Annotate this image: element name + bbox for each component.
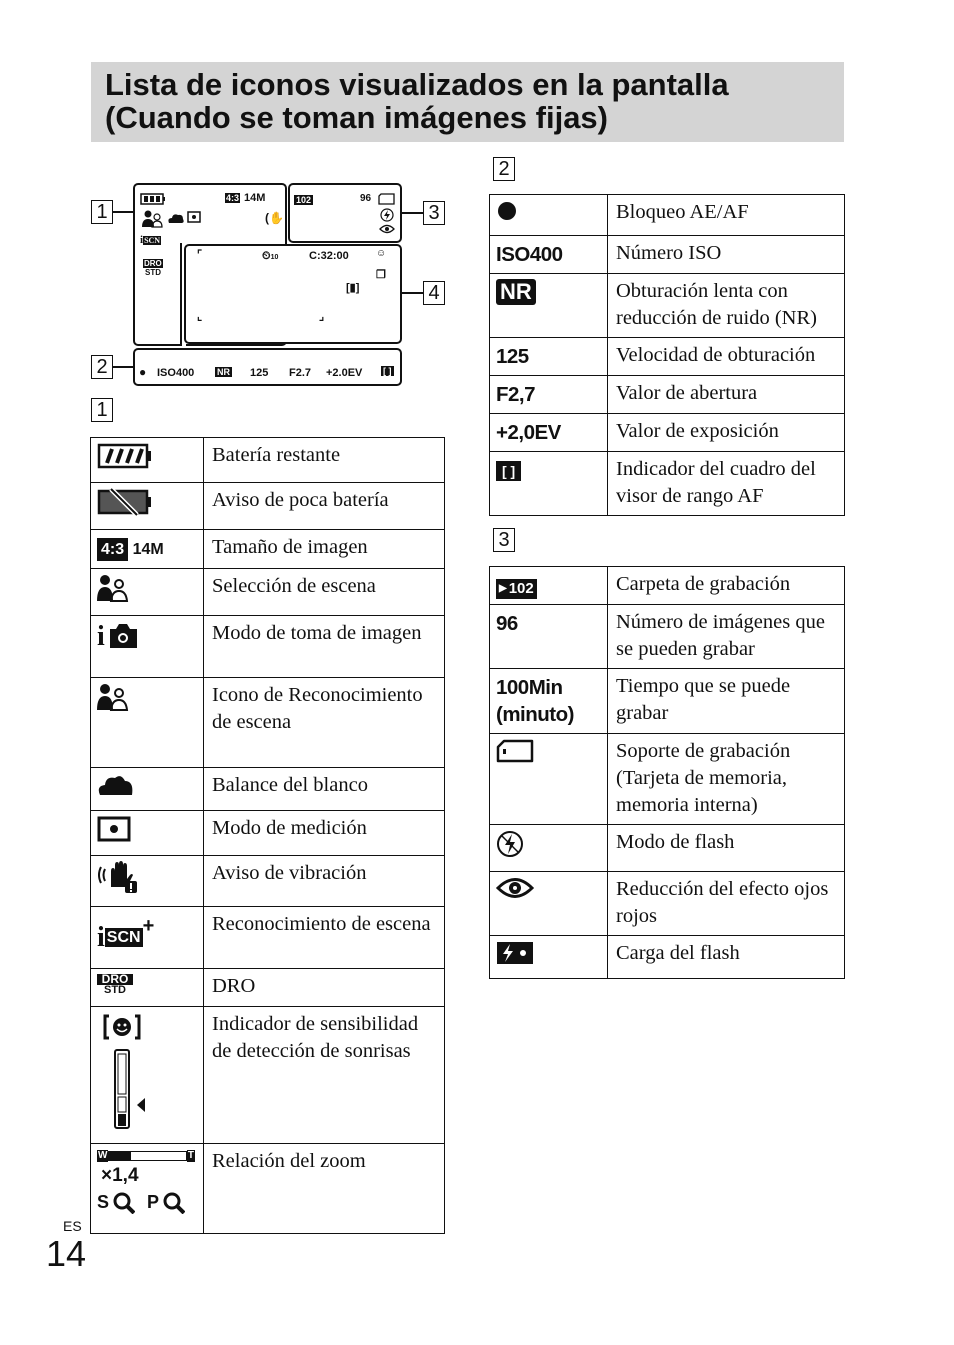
table-row: [91, 907, 445, 969]
row-text: Velocidad de obturación: [608, 338, 845, 376]
recording-folder-icon: ▶ 102: [496, 579, 537, 599]
table-row: [490, 567, 845, 605]
diagram-corner-br: ⌟: [319, 311, 325, 323]
table-section-2: [489, 194, 845, 516]
diagram-vibration-icon: (✋: [265, 211, 284, 225]
row-text: Número ISO: [608, 236, 845, 274]
label-2: 2: [91, 355, 113, 379]
diagram-std: STD: [145, 268, 161, 277]
label-4: 4: [423, 281, 445, 305]
row-text: Obturación lenta con reducción de ruido (NR): [608, 274, 845, 338]
table-row: [490, 274, 845, 338]
lcd-area-4: [184, 244, 402, 344]
table-row: [490, 376, 845, 414]
row-text: Aviso de vibración: [204, 856, 445, 907]
row-text: Aviso de poca batería: [204, 483, 445, 530]
table-row: [91, 1144, 445, 1234]
table2-label: 2: [493, 157, 515, 181]
aperture-value: F2,7: [490, 376, 608, 414]
leader-4: [402, 292, 423, 294]
vibration-warning-icon: [97, 861, 141, 893]
page-number: 14: [46, 1233, 87, 1274]
diagram-metering-icon: [187, 211, 201, 223]
label-1: 1: [91, 200, 113, 224]
diagram-count: 96: [360, 193, 372, 204]
row-text: DRO: [204, 969, 445, 1007]
diagram-clock: C:32:00: [309, 250, 349, 262]
diagram-battery-icon: [140, 193, 166, 205]
table-row: [91, 678, 445, 768]
table-row: [91, 569, 445, 616]
title-band: [91, 62, 844, 142]
table-row: [490, 669, 845, 734]
diagram-burst-icon: ❐: [376, 269, 386, 281]
table-row: [91, 438, 445, 483]
row-text: Valor de abertura: [608, 376, 845, 414]
smile-sensitivity-icon: [97, 1012, 157, 1130]
row-text: Modo de flash: [608, 825, 845, 872]
table-row: [91, 483, 445, 530]
table-row: [490, 452, 845, 516]
row-text: Relación del zoom: [204, 1144, 445, 1234]
diagram-wb-cloud-icon: [167, 212, 185, 224]
table-section-3: [489, 566, 845, 979]
row-text: Número de imágenes que se pueden grabar: [608, 605, 845, 669]
table-row: [91, 811, 445, 856]
table-row: [91, 616, 445, 678]
table-row: [91, 530, 445, 569]
time-remaining-value: 100Min (minuto): [490, 669, 608, 734]
diagram-ae-lock-dot: ●: [139, 365, 147, 379]
leader-1: [113, 211, 134, 213]
table-row: [490, 734, 845, 825]
row-text: Icono de Reconocimiento de escena: [204, 678, 445, 768]
table-section-1: [90, 437, 445, 1234]
diagram-shutter: 125: [250, 367, 269, 379]
metering-spot-icon: [97, 816, 131, 842]
shutter-value: 125: [490, 338, 608, 376]
table-row: [490, 338, 845, 376]
memory-card-icon: [496, 739, 534, 763]
ae-af-lock-dot-icon: [496, 200, 518, 222]
exposure-value: +2,0EV: [490, 414, 608, 452]
table-row: [490, 236, 845, 274]
magnifier-icon: [113, 1192, 135, 1214]
row-text: Reducción del efecto ojos rojos: [608, 872, 845, 936]
table-row: [490, 195, 845, 236]
diagram-scene-icon: [142, 210, 164, 228]
row-text: Bloqueo AE/AF: [608, 195, 845, 236]
diagram-af-frame: [ ]: [383, 366, 392, 376]
title-line-1: Lista de iconos visualizados en la pantalla: [105, 67, 729, 102]
diagram-ev: +2.0EV: [326, 367, 363, 379]
scene-selection-icon: [97, 574, 129, 602]
diagram-dro: DRO: [144, 259, 162, 268]
row-text: Carpeta de grabación: [608, 567, 845, 605]
diagram-flash-off-icon: [380, 208, 394, 222]
title-line-2: (Cuando se toman imágenes fijas): [105, 100, 608, 135]
table-row: [91, 768, 445, 811]
row-text: Batería restante: [204, 438, 445, 483]
diagram-red-eye-icon: [379, 224, 395, 234]
zoom-scale-icon: W T ×1,4 S P: [97, 1150, 194, 1212]
row-text: Reconocimiento de escena: [204, 907, 445, 969]
scene-recognition-icon: [97, 683, 129, 711]
dro-std-icon: DRO STD: [97, 974, 133, 996]
image-count-value: 96: [490, 605, 608, 669]
diagram-af-icon: [▮]: [346, 282, 360, 294]
table-row: [490, 414, 845, 452]
table-row: [490, 936, 845, 979]
diagram-memory-card-icon: [378, 193, 396, 205]
af-range-frame-icon: [ ]: [496, 461, 521, 481]
row-text: Carga del flash: [608, 936, 845, 979]
diagram-folder: 102: [296, 195, 312, 205]
label-3: 3: [423, 201, 445, 225]
red-eye-icon: [496, 877, 534, 899]
leader-3: [402, 212, 423, 214]
iscn-plus-icon: i SCN+: [97, 915, 155, 953]
table-row: [490, 605, 845, 669]
diagram-aperture: F2.7: [289, 367, 312, 379]
row-text: Tiempo que se puede grabar: [608, 669, 845, 734]
table-row: [91, 1007, 445, 1144]
table-row: [490, 872, 845, 936]
nr-icon: NR: [496, 279, 536, 305]
svg-text:i: i: [97, 621, 105, 649]
table1-label: 1: [91, 398, 113, 422]
diagram-aspect: 4:3: [226, 193, 240, 203]
image-size-icon: 4:3 14M: [97, 538, 164, 561]
row-text: Indicador del cuadro del visor de rango AF: [608, 452, 845, 516]
diagram-face-off-icon: ☺: [376, 248, 387, 259]
diagram-corner-tl: ⌜: [197, 249, 203, 261]
intelligent-auto-camera-icon: [97, 621, 141, 649]
diagram-iscn: iSCN: [140, 234, 161, 246]
low-battery-icon: [97, 488, 153, 516]
page-title: [105, 68, 729, 134]
table-row: [91, 856, 445, 907]
diagram-nr: NR: [217, 367, 230, 377]
leader-2: [113, 366, 134, 368]
diagram-image-size: 14M: [244, 192, 266, 204]
flash-off-icon: [496, 830, 524, 858]
row-text: Balance del blanco: [204, 768, 445, 811]
table-row: [91, 969, 445, 1007]
language-code: ES: [63, 1218, 82, 1234]
row-text: Valor de exposición: [608, 414, 845, 452]
flash-charge-icon: [496, 941, 534, 965]
row-text: Tamaño de imagen: [204, 530, 445, 569]
row-text: Modo de toma de imagen: [204, 616, 445, 678]
diagram-corner-bl: ⌞: [197, 311, 203, 323]
row-text: Selección de escena: [204, 569, 445, 616]
diagram-self-timer: ⏲10: [262, 250, 279, 262]
white-balance-cloudy-icon: [97, 773, 135, 797]
row-text: Soporte de grabación (Tarjeta de memoria, memoria interna): [608, 734, 845, 825]
row-text: Modo de medición: [204, 811, 445, 856]
battery-icon: [97, 443, 153, 469]
table-row: [490, 825, 845, 872]
row-text: Indicador de sensibilidad de detección de sonrisas: [204, 1007, 445, 1144]
diagram-iso: ISO400: [157, 367, 195, 379]
iso-value: ISO400: [490, 236, 608, 274]
table3-label: 3: [493, 528, 515, 552]
magnifier-icon: [163, 1192, 185, 1214]
